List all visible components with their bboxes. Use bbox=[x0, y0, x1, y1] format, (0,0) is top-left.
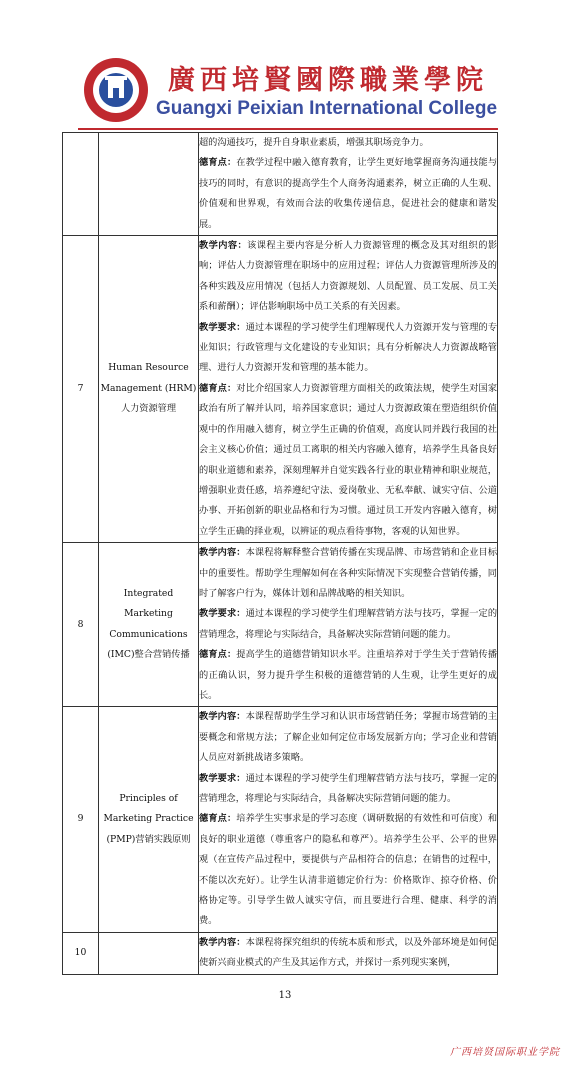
section-text: 本课程将探究组织的传统本质和形式，以及外部环境是如何促使新兴商业模式的产生及其运作方式，并探讨一系列现实案例， bbox=[199, 936, 498, 969]
section-label: 教学要求： bbox=[199, 321, 246, 333]
course-number bbox=[63, 133, 99, 236]
table-row bbox=[63, 133, 498, 236]
course-name: Integrated Marketing Communications (IMC)整合营销传播 bbox=[99, 543, 199, 707]
section-text: 本课程帮助学生学习和认识市场营销任务；掌握市场营销的主要概念和常规方法；了解企业如何定位市场发展新方向；学习企业和营销人员应对新挑战诸多策略。 bbox=[199, 711, 498, 764]
course-name bbox=[99, 133, 199, 236]
college-name-en: Guangxi Peixian International College bbox=[156, 98, 498, 119]
section-text: 提高学生的道德营销知识水平。注重培养对于学生关于营销传播的正确认识，努力提升学生积极的道德营销的人生观，让学生更好的成长。 bbox=[199, 649, 498, 701]
section-label: 教学要求： bbox=[199, 608, 246, 620]
course-number: 7 bbox=[63, 236, 99, 543]
section-label: 教学内容： bbox=[199, 936, 246, 948]
course-name bbox=[99, 932, 199, 974]
description-paragraph bbox=[199, 645, 497, 706]
course-description bbox=[199, 707, 498, 932]
footer-watermark: 广西培贤国际职业学院 bbox=[450, 1047, 560, 1058]
description-paragraph bbox=[199, 153, 497, 235]
section-label: 教学要求： bbox=[199, 772, 246, 784]
course-number: 8 bbox=[63, 543, 99, 707]
section-text: 该课程主要内容是分析人力资源管理的概念及其对组织的影响；评估人力资源管理在职场中的应用过程；评估人力资源管理所涉及的各种实践及应用情况（包括人力资源规划、人员配置、员工发展、员工关系和薪酬）；评估影响职场中员工关系的有关因素。 bbox=[199, 240, 498, 313]
section-label: 德育点： bbox=[199, 649, 237, 661]
description-paragraph bbox=[199, 933, 497, 974]
table-row bbox=[63, 543, 498, 707]
section-text: 培养学生实事求是的学习态度（调研数据的有效性和可信度）和良好的职业道德（尊重客户的隐私和尊严）。培养学生公平、公平的世界观（在宣传产品过程中，要提供与产品相符合的信息；在销售的过程中，不能以次充好）。让学生认清非道德定价行为：价格欺诈、掠夺价格、价格协定等。引导学生做人诚实守信，而且要进行合理、健康、科学的消费。 bbox=[199, 813, 498, 927]
section-text: 超的沟通技巧，提升自身职业素质，增强其职场竞争力。 bbox=[199, 137, 429, 148]
college-logo-icon bbox=[84, 58, 148, 122]
header-rule bbox=[78, 128, 498, 130]
description-paragraph bbox=[199, 543, 497, 604]
section-label: 德育点： bbox=[199, 813, 237, 825]
description-paragraph bbox=[199, 707, 497, 768]
table-row bbox=[63, 236, 498, 543]
course-name: Human Resource Management (HRM) 人力资源管理 bbox=[99, 236, 199, 543]
course-table bbox=[62, 132, 498, 975]
college-name-cn: 廣西培賢國際職業學院 bbox=[168, 65, 488, 96]
course-name: Principles of Marketing Practice (PMP)营销实践原则 bbox=[99, 707, 199, 932]
course-description bbox=[199, 543, 498, 707]
page-header bbox=[78, 56, 498, 128]
description-paragraph bbox=[199, 809, 497, 931]
description-paragraph bbox=[199, 379, 497, 542]
section-text: 本课程将解释整合营销传播在实现品牌、市场营销和企业目标中的重要性。帮助学生理解如何在各种实际情况下实现整合营销传播，同时了解客户行为，媒体计划和品牌战略的相关知识。 bbox=[199, 547, 498, 599]
page-number: 13 bbox=[278, 990, 292, 1001]
course-description bbox=[199, 932, 498, 974]
description-paragraph bbox=[199, 133, 497, 153]
description-paragraph bbox=[199, 236, 497, 318]
course-number: 9 bbox=[63, 707, 99, 932]
description-paragraph bbox=[199, 318, 497, 379]
section-label: 教学内容： bbox=[199, 240, 248, 252]
section-label: 德育点： bbox=[199, 157, 237, 169]
section-label: 教学内容： bbox=[199, 711, 246, 723]
description-paragraph bbox=[199, 604, 497, 645]
section-text: 通过本课程的学习使学生们理解现代人力资源开发与管理的专业知识；行政管理与文化建设的专业知识；具有分析解决人力资源战略管理、进行人力资源开发和管理的基本能力。 bbox=[199, 321, 498, 374]
course-description bbox=[199, 133, 498, 236]
section-text: 通过本课程的学习使学生们理解营销方法与技巧，掌握一定的营销理念，将理论与实际结合，具备解决实际营销问题的能力。 bbox=[199, 772, 498, 804]
section-text: 通过本课程的学习使学生们理解营销方法与技巧，掌握一定的营销理念，将理论与实际结合，具备解决实际营销问题的能力。 bbox=[199, 608, 498, 640]
description-paragraph bbox=[199, 769, 497, 810]
table-row bbox=[63, 932, 498, 974]
table-row bbox=[63, 707, 498, 932]
section-text: 在教学过程中融入德育教育，让学生更好地掌握商务沟通技能与技巧的同时，有意识的提高学生个人商务沟通素养，树立正确的人生观、价值观和世界观，有效而合法的收集传递信息，促进社会的健康和谐发展。 bbox=[199, 157, 498, 230]
course-description bbox=[199, 236, 498, 543]
course-number: 10 bbox=[63, 932, 99, 974]
section-label: 教学内容： bbox=[199, 547, 246, 559]
section-text: 对比介绍国家人力资源管理方面相关的政策法规，使学生对国家政治有所了解并认同，培养国家意识；通过人力资源政策在塑造组织价值观中的作用融入德育，树立学生正确的价值观，高度认同并践行我国的社会主义核心价值；通过员工离职的相关内容融入德育，培养学生具备良好的职业道德和素养，深刻理解并自觉实践各行业的职业精神和职业规范，增强职业责任感，培养遵纪守法、爱岗敬业、无私奉献、诚实守信、公道办事、开拓创新的职业品格和行为习惯。通过员工开发内容融入德育，树立学生正确的择业观，以辨证的观点看待事物，客观的认知世界。 bbox=[199, 382, 498, 537]
section-label: 德育点： bbox=[199, 382, 237, 394]
